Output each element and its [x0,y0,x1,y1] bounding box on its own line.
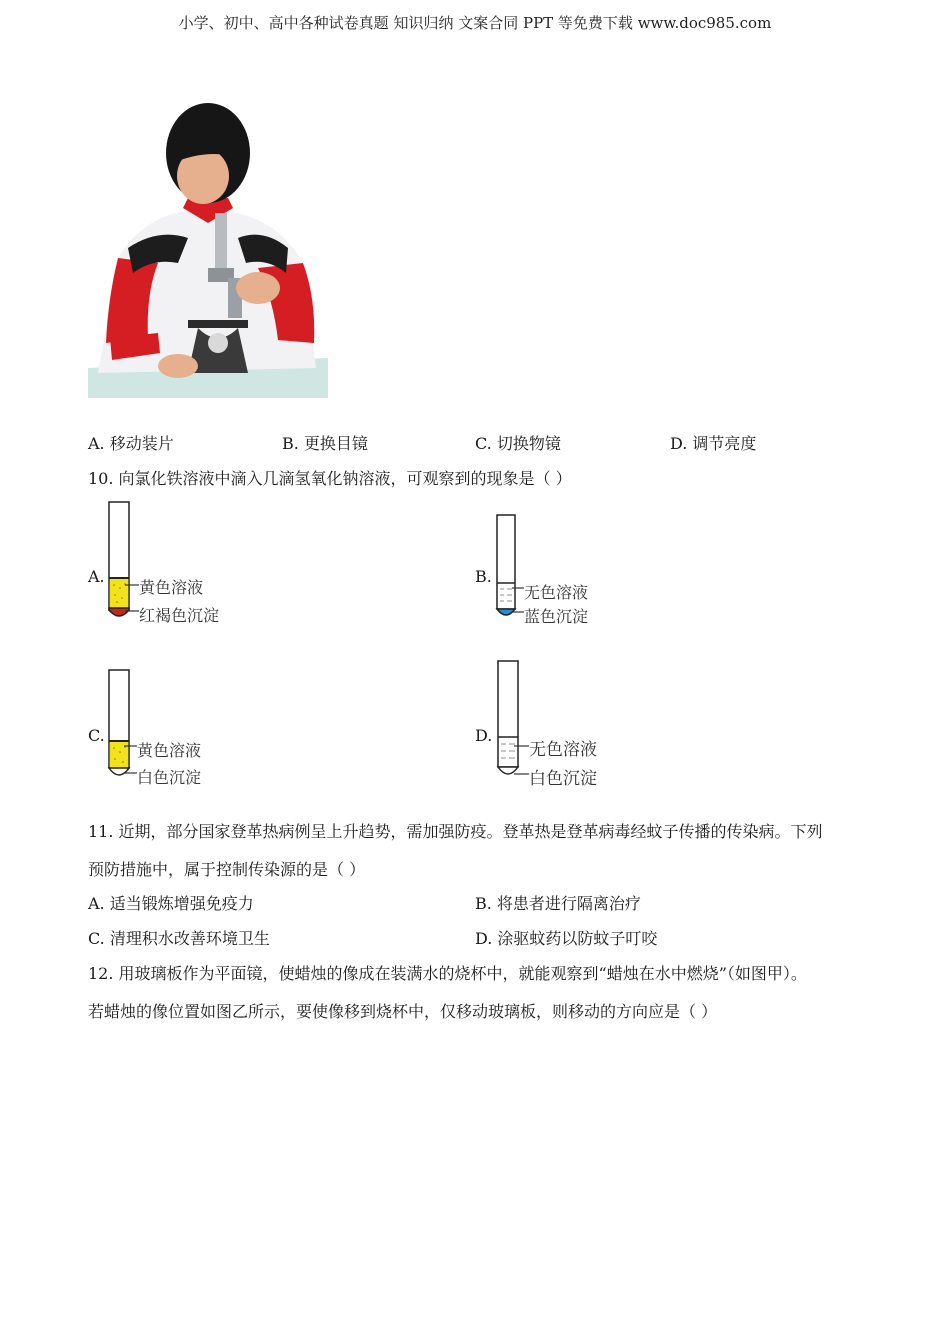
q11-stem-line1: 11. 近期，部分国家登革热病例呈上升趋势，需加强防疫。登革热是登革病毒经蚊子传播的传染病。下列 [88,822,823,841]
q11-option-c: C. 清理积水改善环境卫生 [88,929,270,948]
q10-b-bottom-label: 蓝色沉淀 [524,607,589,626]
q10-b-top-label: 无色溶液 [524,583,589,602]
q10-a-top-label: 黄色溶液 [139,578,204,597]
q10-stem: 10. 向氯化铁溶液中滴入几滴氢氧化钠溶液，可观察到的现象是（ ） [88,469,572,488]
microscope-student-photo [88,98,328,398]
q11-stem-line2: 预防措施中，属于控制传染源的是（ ） [88,860,366,879]
q11-option-a: A. 适当锻炼增强免疫力 [88,894,254,913]
q10-option-a-letter: A. [88,567,105,586]
q10-d-top-label: 无色溶液 [529,740,597,760]
q10-c-bottom-label: 白色沉淀 [137,768,202,787]
q10-option-b-letter: B. [475,567,492,586]
q9-option-c: C. 切换物镜 [475,434,561,453]
q10-option-c-letter: C. [88,726,105,745]
q10-c-top-label: 黄色溶液 [137,741,202,760]
q10-option-d-letter: D. [475,726,493,745]
q11-option-d: D. 涂驱蚊药以防蚊子叮咬 [475,929,658,948]
q12-stem-line1: 12. 用玻璃板作为平面镜，使蜡烛的像成在装满水的烧杯中，就能观察到“蜡烛在水中燃烧”（如图甲）。 [88,964,807,983]
page-header: 小学、初中、高中各种试卷真题 知识归纳 文案合同 PPT 等免费下载 www.doc985.com [178,14,772,32]
q11-option-b: B. 将患者进行隔离治疗 [475,894,641,913]
q9-option-b: B. 更换目镜 [282,434,368,453]
q10-d-bottom-label: 白色沉淀 [529,769,597,789]
q10-a-bottom-label: 红褐色沉淀 [139,606,220,625]
q12-stem-line2: 若蜡烛的像位置如图乙所示，要使像移到烧杯中，仅移动玻璃板，则移动的方向应是（ ） [88,1002,718,1021]
q9-option-d: D. 调节亮度 [670,434,757,453]
q9-option-a: A. 移动装片 [88,434,174,453]
